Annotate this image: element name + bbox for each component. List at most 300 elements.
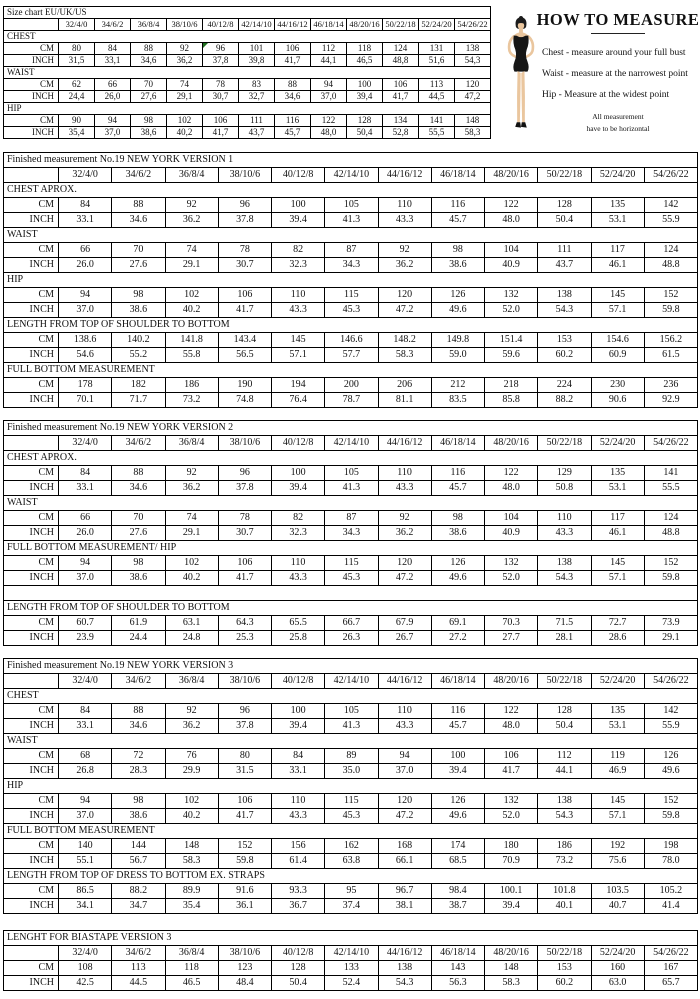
- size-header-row: [4, 436, 698, 451]
- value-cell: 88: [131, 43, 167, 55]
- how-to-measure-panel: [488, 4, 700, 146]
- value-cell: 55,5: [419, 127, 455, 139]
- value-cell: 126: [431, 556, 484, 571]
- size-header-cell: 48/20/16: [347, 19, 383, 31]
- value-cell: 48.4: [218, 976, 271, 991]
- value-cell: 35.0: [325, 764, 378, 779]
- value-cell: 90.6: [591, 393, 644, 408]
- value-cell: 57.1: [591, 809, 644, 824]
- measurement-row: [4, 466, 698, 481]
- value-cell: 37,0: [95, 127, 131, 139]
- value-cell: 44,1: [311, 55, 347, 67]
- value-cell: 37.0: [59, 571, 112, 586]
- section-label: CHEST: [4, 31, 491, 43]
- value-cell: 37,8: [203, 55, 239, 67]
- value-cell: 186: [165, 378, 218, 393]
- row-label: INCH: [4, 854, 59, 869]
- value-cell: 24.4: [112, 631, 165, 646]
- measurement-row: [4, 243, 698, 258]
- value-cell: 105: [325, 704, 378, 719]
- value-cell: 29,1: [167, 91, 203, 103]
- value-cell: 141.8: [165, 333, 218, 348]
- table-title-row: [4, 153, 698, 168]
- section-label: WAIST: [4, 228, 698, 243]
- value-cell: 63.1: [165, 616, 218, 631]
- value-cell: 54.3: [538, 303, 591, 318]
- value-cell: 58.3: [485, 976, 538, 991]
- row-label: INCH: [4, 631, 59, 646]
- value-cell: 46,5: [347, 55, 383, 67]
- value-cell: 88: [112, 466, 165, 481]
- value-cell: 162: [325, 839, 378, 854]
- value-cell: 52,8: [383, 127, 419, 139]
- value-cell: 35,4: [59, 127, 95, 139]
- section-label: FULL BOTTOM MEASUREMENT/ HIP: [4, 541, 698, 556]
- value-cell: 45.7: [431, 719, 484, 734]
- size-header-cell: 40/12/8: [203, 19, 239, 31]
- section-label: WAIST: [4, 496, 698, 511]
- value-cell: 58.3: [165, 854, 218, 869]
- value-cell: 218: [485, 378, 538, 393]
- value-cell: 53.1: [591, 719, 644, 734]
- value-cell: 43,7: [239, 127, 275, 139]
- value-cell: 174: [431, 839, 484, 854]
- value-cell: 59.6: [485, 348, 538, 363]
- value-cell: 39.4: [431, 764, 484, 779]
- value-cell: 66.1: [378, 854, 431, 869]
- value-cell: 126: [431, 794, 484, 809]
- value-cell: 23.9: [59, 631, 112, 646]
- empty-cell: [4, 586, 698, 601]
- value-cell: 70.9: [485, 854, 538, 869]
- empty-row: [4, 586, 698, 601]
- table-title-row: [4, 659, 698, 674]
- value-cell: 152: [218, 839, 271, 854]
- size-header-cell: 40/12/8: [272, 436, 325, 451]
- value-cell: 33.1: [272, 764, 325, 779]
- value-cell: 58.3: [378, 348, 431, 363]
- new-york-version-3-table: [3, 658, 698, 914]
- value-cell: 33.1: [59, 481, 112, 496]
- value-cell: 96: [218, 198, 271, 213]
- value-cell: 106: [485, 749, 538, 764]
- value-cell: 40.9: [485, 526, 538, 541]
- value-cell: 102: [165, 556, 218, 571]
- size-header-cell: 42/14/10: [325, 436, 378, 451]
- value-cell: 117: [591, 511, 644, 526]
- value-cell: 38.7: [431, 899, 484, 914]
- value-cell: 88.2: [538, 393, 591, 408]
- value-cell: 27,6: [131, 91, 167, 103]
- value-cell: 41.3: [325, 481, 378, 496]
- value-cell: 36.2: [165, 481, 218, 496]
- value-cell: 36.7: [272, 899, 325, 914]
- value-cell: 33.1: [59, 213, 112, 228]
- size-header-cell: 42/14/10: [239, 19, 275, 31]
- value-cell: 59.8: [644, 809, 697, 824]
- size-header-cell: 52/24/20: [419, 19, 455, 31]
- value-cell: 113: [112, 961, 165, 976]
- value-cell: 72: [112, 749, 165, 764]
- section-label: HIP: [4, 103, 491, 115]
- value-cell: 54.3: [378, 976, 431, 991]
- value-cell: 34.7: [112, 899, 165, 914]
- value-cell: 128: [347, 115, 383, 127]
- value-cell: 104: [485, 243, 538, 258]
- value-cell: 105.2: [644, 884, 697, 899]
- value-cell: 36.2: [165, 719, 218, 734]
- section-label: FULL BOTTOM MEASUREMENT: [4, 824, 698, 839]
- size-header-cell: 36/8/4: [165, 674, 218, 689]
- value-cell: 50.4: [538, 719, 591, 734]
- value-cell: 41.7: [218, 303, 271, 318]
- value-cell: 39,8: [239, 55, 275, 67]
- value-cell: 141: [419, 115, 455, 127]
- value-cell: 29.1: [644, 631, 697, 646]
- value-cell: 92.9: [644, 393, 697, 408]
- value-cell: 103.5: [591, 884, 644, 899]
- value-cell: 24,4: [59, 91, 95, 103]
- value-cell: 138: [538, 556, 591, 571]
- corner-cell: [4, 946, 59, 961]
- value-cell: 120: [378, 288, 431, 303]
- value-cell: 152: [644, 556, 697, 571]
- value-cell: 122: [485, 198, 538, 213]
- section-label-row: [4, 824, 698, 839]
- value-cell: 123: [218, 961, 271, 976]
- row-label: INCH: [4, 764, 59, 779]
- value-cell: 100: [347, 79, 383, 91]
- value-cell: 61.5: [644, 348, 697, 363]
- value-cell: 43.3: [538, 526, 591, 541]
- value-cell: 34.6: [112, 213, 165, 228]
- section-label: CHEST APROX.: [4, 183, 698, 198]
- value-cell: 27.2: [431, 631, 484, 646]
- value-cell: 36,2: [167, 55, 203, 67]
- value-cell: 135: [591, 466, 644, 481]
- value-cell: 46.1: [591, 258, 644, 273]
- value-cell: 131: [419, 43, 455, 55]
- value-cell: 47.2: [378, 809, 431, 824]
- row-label: CM: [4, 79, 59, 91]
- corner-cell: [4, 19, 59, 31]
- value-cell: 34.6: [112, 719, 165, 734]
- value-cell: 29.1: [165, 258, 218, 273]
- measurement-row: [4, 91, 491, 103]
- section-label: WAIST: [4, 734, 698, 749]
- value-cell: 43.3: [272, 303, 325, 318]
- value-cell: 59.8: [218, 854, 271, 869]
- table-title: Finished measurement No.19 NEW YORK VERSION 1: [4, 153, 698, 168]
- value-cell: 110: [378, 466, 431, 481]
- value-cell: 28.3: [112, 764, 165, 779]
- section-label: LENGTH FROM TOP OF SHOULDER TO BOTTOM: [4, 318, 698, 333]
- value-cell: 38.6: [112, 571, 165, 586]
- value-cell: 154.6: [591, 333, 644, 348]
- measurement-row: [4, 127, 491, 139]
- value-cell: 88: [112, 198, 165, 213]
- measurement-row: [4, 854, 698, 869]
- value-cell: 68: [59, 749, 112, 764]
- value-cell: 33.1: [59, 719, 112, 734]
- value-cell: 156: [272, 839, 325, 854]
- value-cell: 116: [275, 115, 311, 127]
- value-cell: 142: [644, 704, 697, 719]
- section-label: CHEST APROX.: [4, 451, 698, 466]
- value-cell: 102: [167, 115, 203, 127]
- value-cell: 118: [165, 961, 218, 976]
- section-label: LENGTH FROM TOP OF SHOULDER TO BOTTOM: [4, 601, 698, 616]
- value-cell: 132: [485, 794, 538, 809]
- value-cell: 138: [455, 43, 491, 55]
- value-cell: 78.0: [644, 854, 697, 869]
- value-cell: 42.5: [59, 976, 112, 991]
- value-cell: 28.1: [538, 631, 591, 646]
- value-cell: 115: [325, 288, 378, 303]
- value-cell: 37,0: [311, 91, 347, 103]
- row-label: INCH: [4, 348, 59, 363]
- section-label-row: [4, 363, 698, 378]
- measurement-row: [4, 198, 698, 213]
- value-cell: 63.0: [591, 976, 644, 991]
- value-cell: 133: [325, 961, 378, 976]
- value-cell: 44.5: [112, 976, 165, 991]
- size-header-row: [4, 674, 698, 689]
- value-cell: 111: [239, 115, 275, 127]
- row-label: CM: [4, 288, 59, 303]
- value-cell: 47,2: [455, 91, 491, 103]
- value-cell: 48.8: [644, 526, 697, 541]
- value-cell: 29.9: [165, 764, 218, 779]
- section-label-row: [4, 103, 491, 115]
- size-header-cell: 54/26/22: [644, 946, 697, 961]
- value-cell: 145: [591, 794, 644, 809]
- value-cell: 55.2: [112, 348, 165, 363]
- row-label: CM: [4, 115, 59, 127]
- value-cell: 39,4: [347, 91, 383, 103]
- value-cell: 89: [325, 749, 378, 764]
- value-cell: 128: [538, 704, 591, 719]
- value-cell: 60.2: [538, 348, 591, 363]
- value-cell: 26.0: [59, 526, 112, 541]
- row-label: INCH: [4, 976, 59, 991]
- value-cell: 56.3: [431, 976, 484, 991]
- value-cell: 80: [59, 43, 95, 55]
- size-header-cell: 38/10/6: [218, 946, 271, 961]
- table-title-row: [4, 931, 698, 946]
- value-cell: 96: [203, 43, 239, 55]
- value-cell: 54,3: [455, 55, 491, 67]
- value-cell: 120: [378, 556, 431, 571]
- value-cell: 45.3: [325, 571, 378, 586]
- size-header-cell: 48/20/16: [485, 946, 538, 961]
- value-cell: 105: [325, 466, 378, 481]
- value-cell: 74: [167, 79, 203, 91]
- value-cell: 73.2: [538, 854, 591, 869]
- measurement-row: [4, 616, 698, 631]
- size-header-cell: 50/22/18: [538, 946, 591, 961]
- waist-instruction: Waist - measure at the narrowest point: [542, 69, 688, 79]
- value-cell: 37.0: [59, 303, 112, 318]
- value-cell: 67.9: [378, 616, 431, 631]
- value-cell: 100: [272, 198, 325, 213]
- table-title: Finished measurement No.19 NEW YORK VERSION 3: [4, 659, 698, 674]
- value-cell: 66.7: [325, 616, 378, 631]
- measurement-row: [4, 704, 698, 719]
- value-cell: 236: [644, 378, 697, 393]
- value-cell: 82: [272, 243, 325, 258]
- value-cell: 145: [591, 556, 644, 571]
- value-cell: 26.7: [378, 631, 431, 646]
- cell-corner-flag-icon: [203, 43, 208, 48]
- size-header-cell: 40/12/8: [272, 168, 325, 183]
- value-cell: 122: [485, 704, 538, 719]
- row-label: INCH: [4, 127, 59, 139]
- value-cell: 84: [59, 466, 112, 481]
- value-cell: 50.8: [538, 481, 591, 496]
- measurement-row: [4, 556, 698, 571]
- value-cell: 120: [455, 79, 491, 91]
- value-cell: 92: [167, 43, 203, 55]
- value-cell: 39.4: [272, 719, 325, 734]
- value-cell: 132: [485, 288, 538, 303]
- size-header-cell: 34/6/2: [95, 19, 131, 31]
- value-cell: 49.6: [644, 764, 697, 779]
- measurement-note: [536, 111, 700, 135]
- value-cell: 37.4: [325, 899, 378, 914]
- value-cell: 78: [218, 511, 271, 526]
- value-cell: 57.7: [325, 348, 378, 363]
- row-label: CM: [4, 749, 59, 764]
- size-header-cell: 46/18/14: [431, 674, 484, 689]
- value-cell: 70: [131, 79, 167, 91]
- row-label: INCH: [4, 91, 59, 103]
- size-header-cell: 50/22/18: [538, 436, 591, 451]
- value-cell: 57.1: [591, 303, 644, 318]
- value-cell: 87: [325, 511, 378, 526]
- value-cell: 145: [272, 333, 325, 348]
- value-cell: 192: [591, 839, 644, 854]
- value-cell: 55.9: [644, 719, 697, 734]
- value-cell: 138.6: [59, 333, 112, 348]
- size-header-cell: 44/16/12: [378, 946, 431, 961]
- value-cell: 84: [95, 43, 131, 55]
- value-cell: 132: [485, 556, 538, 571]
- new-york-version-2-table: [3, 420, 698, 646]
- value-cell: 92: [165, 466, 218, 481]
- row-label: CM: [4, 616, 59, 631]
- value-cell: 140.2: [112, 333, 165, 348]
- table-title: LENGHT FOR BIASTAPE VERSION 3: [4, 931, 698, 946]
- measurement-row: [4, 961, 698, 976]
- size-header-cell: 36/8/4: [165, 168, 218, 183]
- measurement-row: [4, 749, 698, 764]
- size-header-cell: 50/22/18: [538, 168, 591, 183]
- section-label: CHEST: [4, 689, 698, 704]
- section-label-row: [4, 869, 698, 884]
- size-header-cell: 32/4/0: [59, 946, 112, 961]
- value-cell: 78.7: [325, 393, 378, 408]
- row-label: CM: [4, 511, 59, 526]
- measurement-row: [4, 258, 698, 273]
- row-label: INCH: [4, 899, 59, 914]
- value-cell: 59.0: [431, 348, 484, 363]
- size-header-cell: 36/8/4: [131, 19, 167, 31]
- value-cell: 34,6: [275, 91, 311, 103]
- value-cell: 58,3: [455, 127, 491, 139]
- value-cell: 212: [431, 378, 484, 393]
- title-underline: [591, 33, 645, 34]
- row-label: CM: [4, 961, 59, 976]
- value-cell: 198: [644, 839, 697, 854]
- value-cell: 224: [538, 378, 591, 393]
- value-cell: 106: [203, 115, 239, 127]
- value-cell: 98: [112, 288, 165, 303]
- value-cell: 124: [383, 43, 419, 55]
- value-cell: 53.1: [591, 481, 644, 496]
- value-cell: 142: [644, 198, 697, 213]
- measurement-row: [4, 526, 698, 541]
- value-cell: 92: [165, 198, 218, 213]
- value-cell: 39.4: [272, 213, 325, 228]
- value-cell: 81.1: [378, 393, 431, 408]
- value-cell: 106: [218, 794, 271, 809]
- value-cell: 230: [591, 378, 644, 393]
- value-cell: 153: [538, 333, 591, 348]
- size-header-cell: 34/6/2: [112, 674, 165, 689]
- value-cell: 110: [378, 198, 431, 213]
- measurement-row: [4, 378, 698, 393]
- size-header-cell: 38/10/6: [167, 19, 203, 31]
- value-cell: 190: [218, 378, 271, 393]
- row-label: INCH: [4, 213, 59, 228]
- value-cell: 41.4: [644, 899, 697, 914]
- value-cell: 48.8: [644, 258, 697, 273]
- value-cell: 93.3: [272, 884, 325, 899]
- value-cell: 100: [272, 704, 325, 719]
- value-cell: 66: [95, 79, 131, 91]
- value-cell: 117: [591, 243, 644, 258]
- table-title: Finished measurement No.19 NEW YORK VERSION 2: [4, 421, 698, 436]
- section-label-row: [4, 451, 698, 466]
- value-cell: 140: [59, 839, 112, 854]
- value-cell: 74: [165, 511, 218, 526]
- size-header-row: [4, 946, 698, 961]
- value-cell: 70: [112, 243, 165, 258]
- value-cell: 43.3: [272, 809, 325, 824]
- value-cell: 160: [591, 961, 644, 976]
- row-label: CM: [4, 378, 59, 393]
- value-cell: 49.6: [431, 303, 484, 318]
- size-header-cell: 32/4/0: [59, 19, 95, 31]
- section-label-row: [4, 541, 698, 556]
- value-cell: 100.1: [485, 884, 538, 899]
- value-cell: 102: [165, 794, 218, 809]
- size-header-cell: 42/14/10: [325, 168, 378, 183]
- value-cell: 35.4: [165, 899, 218, 914]
- size-header-cell: 46/18/14: [431, 436, 484, 451]
- value-cell: 40.2: [165, 809, 218, 824]
- value-cell: 116: [431, 704, 484, 719]
- size-header-cell: 54/26/22: [455, 19, 491, 31]
- value-cell: 106: [218, 288, 271, 303]
- measurement-row: [4, 303, 698, 318]
- value-cell: 26.8: [59, 764, 112, 779]
- value-cell: 45.3: [325, 303, 378, 318]
- value-cell: 37.8: [218, 481, 271, 496]
- row-label: INCH: [4, 809, 59, 824]
- value-cell: 36.1: [218, 899, 271, 914]
